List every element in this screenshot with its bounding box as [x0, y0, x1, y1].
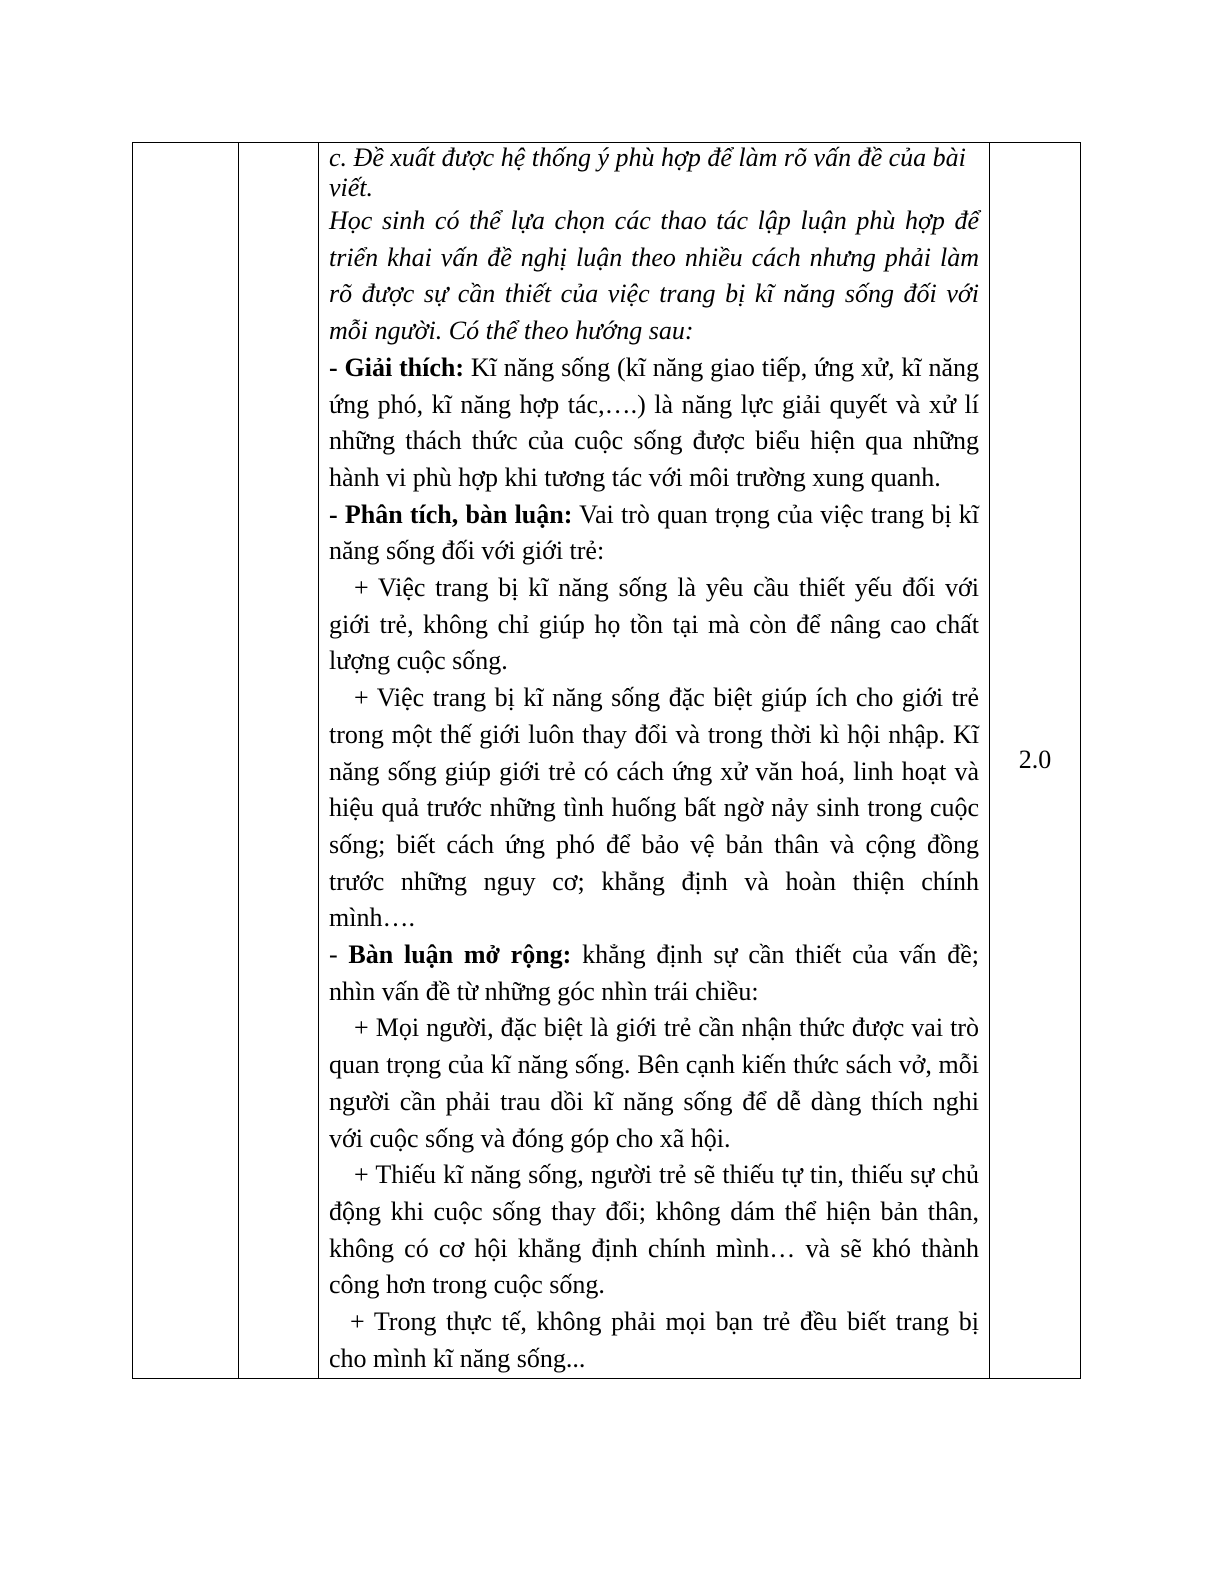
ban-luan-label: Bàn luận mở rộng: [348, 940, 572, 970]
ban-luan-point-3: + Trong thực tế, không phải mọi bạn trẻ đều biết trang bị cho mình kĩ năng sống... [329, 1307, 979, 1373]
ban-luan-text: khẳng định sự cần thiết của vấn đề; nhìn vấn đề từ những góc nhìn trái chiều: [329, 940, 979, 1006]
ban-luan-paragraph [329, 937, 979, 1010]
score-value: 2.0 [1018, 745, 1052, 775]
score-cell [990, 143, 1081, 1379]
content-cell [319, 143, 990, 1379]
intro-title: c. Đề xuất được hệ thống ý phù hợp để làm rõ vấn đề của bài viết. [329, 143, 966, 202]
table-row [133, 143, 1081, 1379]
giai-thich-label: - Giải thích: [329, 352, 465, 382]
phan-tich-point-1: + Việc trang bị kĩ năng sống là yêu cầu thiết yếu đối với giới trẻ, không chỉ giúp họ tồn tại mà còn để nâng cao chất lượng cuộc sống. [329, 573, 979, 676]
ban-luan-point-1: + Mọi người, đặc biệt là giới trẻ cần nhận thức được vai trò quan trọng của kĩ năng sống. Bên cạnh kiến thức sách vở, mỗi người cần phải trau dồi kĩ năng sống để dễ dàng thích nghi với cuộc sống và đóng góp cho xã hội. [329, 1013, 979, 1153]
giai-thich-paragraph [329, 350, 979, 497]
giai-thich-text: Kĩ năng sống (kĩ năng giao tiếp, ứng xử, kĩ năng ứng phó, kĩ năng hợp tác,….) là năng lực giải quyết và xử lí những thách thức của cuộc sống được biểu hiện qua những hành vi phù hợp khi tương tác với môi trường xung quanh. [329, 352, 979, 492]
ban-luan-point-2: + Thiếu kĩ năng sống, người trẻ sẽ thiếu tự tin, thiếu sự chủ động khi cuộc sống thay đổi; không dám thể hiện bản thân, không có cơ hội khẳng định chính mình… và sẽ khó thành công hơn trong cuộc sống. [329, 1160, 979, 1300]
phan-tich-paragraph [329, 497, 979, 570]
phan-tich-label: - Phân tích, bàn luận: [329, 499, 573, 529]
intro-text: Học sinh có thể lựa chọn các thao tác lập luận phù hợp để triển khai vấn đề nghị luận theo nhiều cách nhưng phải làm rõ được sự cần thiết của việc trang bị kĩ năng sống đối với mỗi người. Có thể theo hướng sau: [329, 206, 979, 346]
grading-table [132, 142, 1081, 1379]
phan-tich-text: Vai trò quan trọng của việc trang bị kĩ năng sống đối với giới trẻ: [329, 499, 979, 566]
empty-cell-2 [239, 143, 319, 1379]
empty-cell-1 [133, 143, 239, 1379]
phan-tich-point-2: + Việc trang bị kĩ năng sống đặc biệt giúp ích cho giới trẻ trong một thế giới luôn thay đổi và trong thời kì hội nhập. Kĩ năng sống giúp giới trẻ có cách ứng xử văn hoá, linh hoạt và hiệu quả trước những tình huống bất ngờ nảy sinh trong cuộc sống; biết cách ứng phó để bảo vệ bản thân và cộng đồng trước những nguy cơ; khẳng định và hoàn thiện chính mình…. [329, 683, 979, 933]
ban-luan-prefix: - [329, 940, 349, 970]
